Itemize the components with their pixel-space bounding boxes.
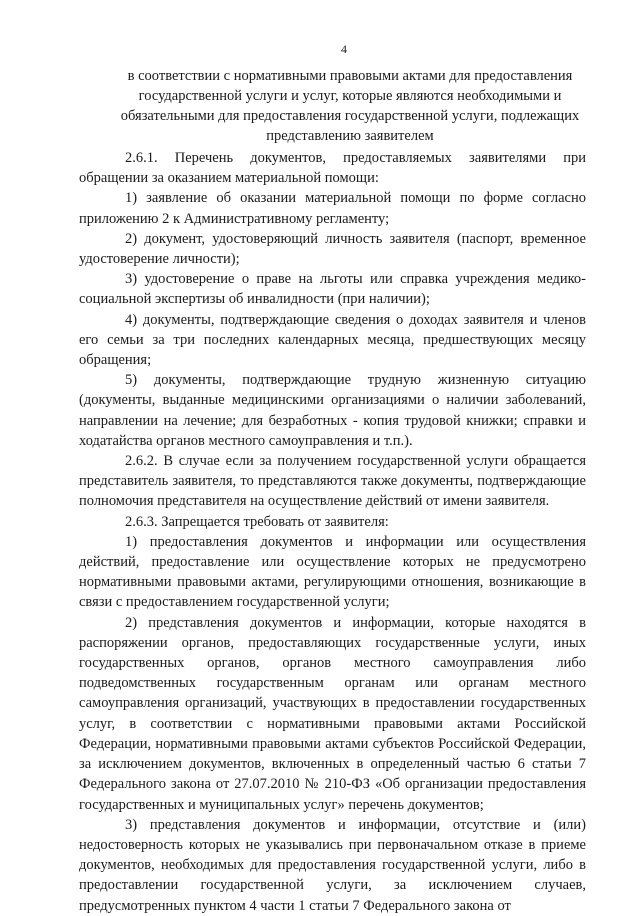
paragraph: 2.6.2. В случае если за получением государственной услуги обращается представитель заявителя, то представляются также документы, подтверждающие полномочия представителя на осуществление действий от имени заявителя. [79,453,586,510]
paragraph: 2.6.3. Запрещается требовать от заявителя: [125,513,389,530]
list-item: 1) заявление об оказании материальной помощи по форме согласно приложению 2 к Административному регламенту; [79,190,586,227]
list-item: 2) представления документов и информации, которые находятся в распоряжении органов, предоставляющих государственные услуги, иных государственных органов, органов местного самоуправления либо подведомственных государственным органам или органам местного самоуправления организаций, участвующих в предоставлении государственных услуг, в соответствии с нормативными правовыми актами Российской Федерации, нормативными правовыми актами субъектов Российской Федерации, за исключением документов, включенных в определенный частью 6 статьи 7 Федерального закона от 27.07.2010 № 210-ФЗ «Об организации предоставления государственных и муниципальных услуг» перечень документов; [79,614,586,813]
list-item: 5) документы, подтверждающие трудную жизненную ситуацию (документы, выданные медицинскими организациями о наличии заболеваний, направлении на лечение; для безработных - копия трудовой книжки; справки и ходатайства органов местного самоуправления и т.п.). [79,372,586,449]
paragraph: 2.6.1. Перечень документов, предоставляемых заявителями при обращении за оказанием материальной помощи: [79,150,586,187]
list-item: 4) документы, подтверждающие сведения о доходах заявителя и членов его семьи за три последних календарных месяца, предшествующих месяцу обращения; [79,311,586,369]
list-item: 2) документ, удостоверяющий личность заявителя (паспорт, временное удостоверение личности); [79,230,586,268]
list-item: 3) удостоверение о праве на льготы или справка учреждения медико-социальной экспертизы об инвалидности (при наличии); [79,271,586,308]
page-number: 4 [341,42,347,56]
list-item: 3) представления документов и информации, отсутствие и (или) недостоверность которых не указывались при первоначальном отказе в приеме документов, необходимых для предоставления государственной услуги, либо в предоставлении государственной услуги, за исключением случаев, предусмотренных пунктом 4 части 1 статьи 7 Федерального закона от [79,816,586,914]
body-text [79,148,586,916]
section-heading: в соответствии с нормативными правовыми актами для предоставления государственной услуги и услуг, которые являются необходимыми и обязательными для предоставления государственной услуги, подлежащих представлению заявителем [120,68,580,144]
list-item: 1) предоставления документов и информации или осуществления действий, предоставление или осуществление которых не предусмотрено нормативными правовыми актами, регулирующими отношения, возникающие в связи с предоставлением государственной услуги; [79,533,586,611]
